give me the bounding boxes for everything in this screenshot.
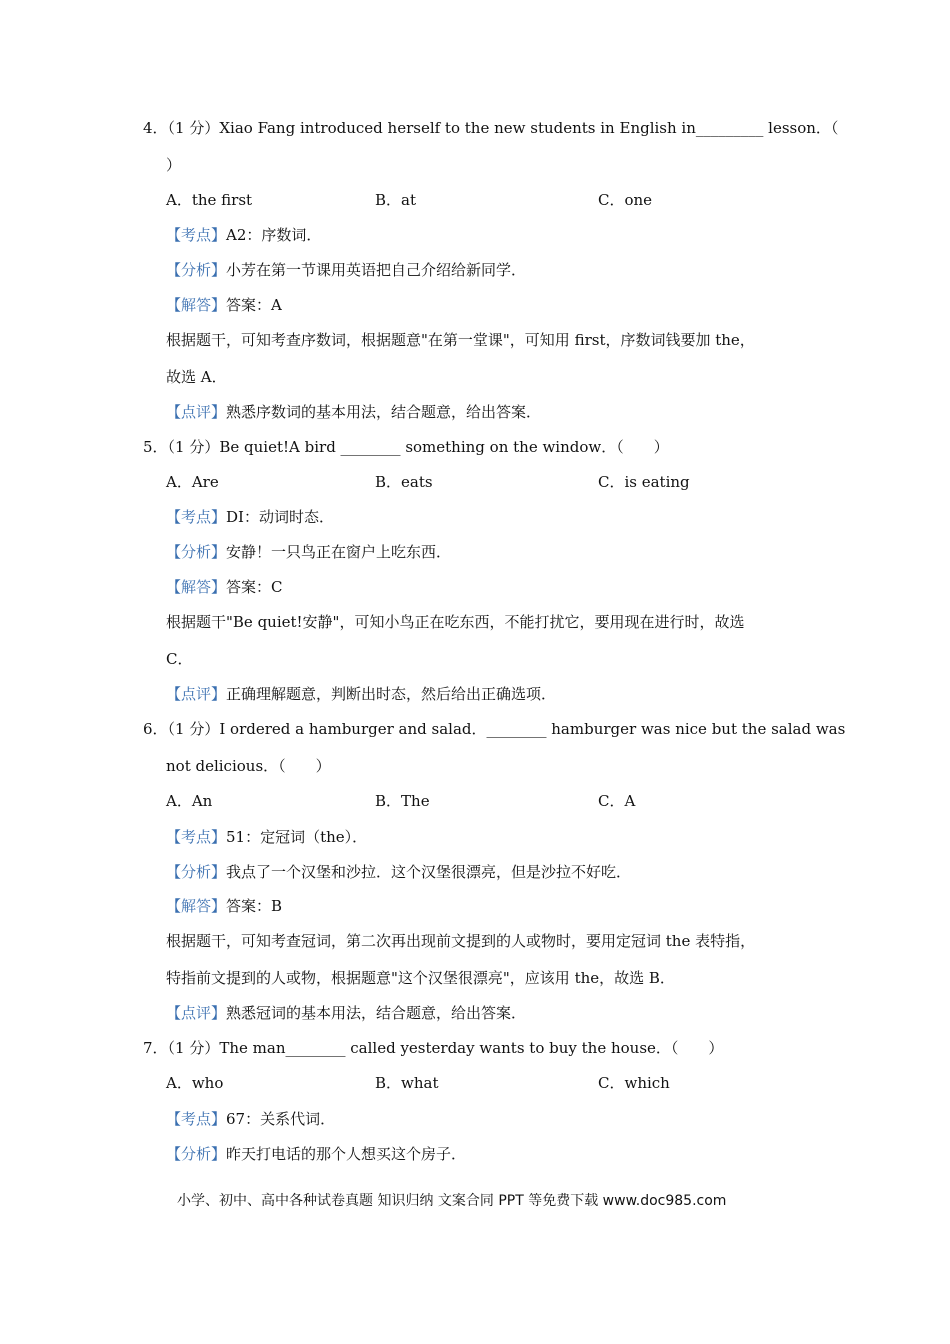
dianping-text: 正确理解题意，判断出时态，然后给出正确选项． bbox=[226, 685, 557, 703]
fenxi-row bbox=[166, 260, 526, 280]
question-number: 5． bbox=[143, 438, 168, 456]
explain-line: C． bbox=[166, 650, 193, 668]
question-text: （1 分）Be quiet!A bird ________ something on the window．（ ） bbox=[167, 438, 669, 456]
option-b: B．what bbox=[375, 1074, 439, 1092]
kaodian-row bbox=[166, 1109, 335, 1129]
fenxi-row bbox=[166, 1144, 466, 1164]
question-text: （1 分）The man________ called yesterday wants to buy the house．（ ） bbox=[167, 1039, 724, 1057]
explain-line: 根据题干，可知考查序数词，根据题意"在第一堂课"，可知用 first，序数词钱要加 the， bbox=[166, 331, 755, 349]
jieda-text: 答案：C bbox=[226, 578, 283, 596]
fenxi-row bbox=[166, 542, 451, 562]
fenxi-label: 【分析】 bbox=[166, 543, 227, 561]
kaodian-label: 【考点】 bbox=[166, 226, 227, 244]
option-c: C．which bbox=[598, 1074, 670, 1092]
dianping-row bbox=[166, 1003, 526, 1023]
dianping-row bbox=[166, 684, 556, 704]
kaodian-label: 【考点】 bbox=[166, 508, 227, 526]
jieda-text: 答案：B bbox=[226, 897, 283, 915]
option-c: C．one bbox=[598, 191, 653, 209]
fenxi-text: 昨天打电话的那个人想买这个房子． bbox=[226, 1145, 467, 1163]
jieda-row bbox=[166, 577, 283, 597]
question-7-stem bbox=[143, 1038, 723, 1058]
page-footer: 小学、初中、高中各种试卷真题 知识归纳 文案合同 PPT 等免费下载 www.doc985.com bbox=[177, 1193, 727, 1209]
option-c: C．A bbox=[598, 792, 636, 810]
option-a: A．An bbox=[166, 792, 213, 810]
jieda-text: 答案：A bbox=[226, 296, 282, 314]
option-b: B．at bbox=[375, 191, 416, 209]
dianping-label: 【点评】 bbox=[166, 685, 227, 703]
kaodian-text: 51：定冠词（the）． bbox=[226, 828, 368, 846]
fenxi-label: 【分析】 bbox=[166, 261, 227, 279]
kaodian-label: 【考点】 bbox=[166, 1110, 227, 1128]
question-number: 6． bbox=[143, 720, 168, 738]
option-b: B．The bbox=[375, 792, 430, 810]
jieda-row bbox=[166, 896, 282, 916]
kaodian-label: 【考点】 bbox=[166, 828, 227, 846]
fenxi-label: 【分析】 bbox=[166, 1145, 227, 1163]
question-5-stem bbox=[143, 437, 669, 457]
question-6-stem-cont: not delicious．（ ） bbox=[166, 757, 331, 775]
jieda-label: 【解答】 bbox=[166, 578, 227, 596]
explain-line: 故选 A． bbox=[166, 368, 227, 386]
question-text: （1 分）I ordered a hamburger and salad．________ hamburger was nice but the salad was bbox=[167, 720, 846, 738]
explain-line: 根据题干，可知考查冠词，第二次再出现前文提到的人或物时，要用定冠词 the 表特指， bbox=[166, 932, 756, 950]
kaodian-text: 67：关系代词． bbox=[226, 1110, 336, 1128]
question-4-stem bbox=[143, 118, 838, 138]
dianping-text: 熟悉冠词的基本用法，结合题意，给出答案． bbox=[226, 1004, 527, 1022]
fenxi-label: 【分析】 bbox=[166, 863, 227, 881]
question-number: 7． bbox=[143, 1039, 168, 1057]
question-number: 4． bbox=[143, 119, 168, 137]
fenxi-text: 安静！一只鸟正在窗户上吃东西． bbox=[226, 543, 452, 561]
dianping-label: 【点评】 bbox=[166, 403, 227, 421]
option-a: A．the first bbox=[166, 191, 253, 209]
dianping-text: 熟悉序数词的基本用法，结合题意，给出答案． bbox=[226, 403, 542, 421]
jieda-label: 【解答】 bbox=[166, 296, 227, 314]
kaodian-row bbox=[166, 507, 334, 527]
option-a: A．who bbox=[166, 1074, 224, 1092]
kaodian-text: A2：序数词． bbox=[226, 226, 322, 244]
kaodian-row bbox=[166, 225, 321, 245]
question-text: （1 分）Xiao Fang introduced herself to the new students in English in_________ lesson．（ bbox=[167, 119, 839, 137]
option-a: A．Are bbox=[166, 473, 219, 491]
option-c: C．is eating bbox=[598, 473, 690, 491]
jieda-label: 【解答】 bbox=[166, 897, 227, 915]
dianping-row bbox=[166, 402, 541, 422]
explain-line: 特指前文提到的人或物，根据题意"这个汉堡很漂亮"，应该用 the，故选 B． bbox=[166, 969, 675, 987]
fenxi-text: 小芳在第一节课用英语把自己介绍给新同学． bbox=[226, 261, 527, 279]
question-4-stem-cont: ） bbox=[166, 156, 182, 174]
kaodian-row bbox=[166, 827, 367, 847]
question-6-stem bbox=[143, 719, 845, 739]
dianping-label: 【点评】 bbox=[166, 1004, 227, 1022]
fenxi-text: 我点了一个汉堡和沙拉．这个汉堡很漂亮，但是沙拉不好吃． bbox=[226, 863, 632, 881]
explain-line: 根据题干"Be quiet!安静"，可知小鸟正在吃东西，不能打扰它，要用现在进行时，故选 bbox=[166, 613, 745, 631]
jieda-row bbox=[166, 295, 282, 315]
kaodian-text: DI：动词时态． bbox=[226, 508, 334, 526]
fenxi-row bbox=[166, 862, 631, 882]
option-b: B．eats bbox=[375, 473, 433, 491]
